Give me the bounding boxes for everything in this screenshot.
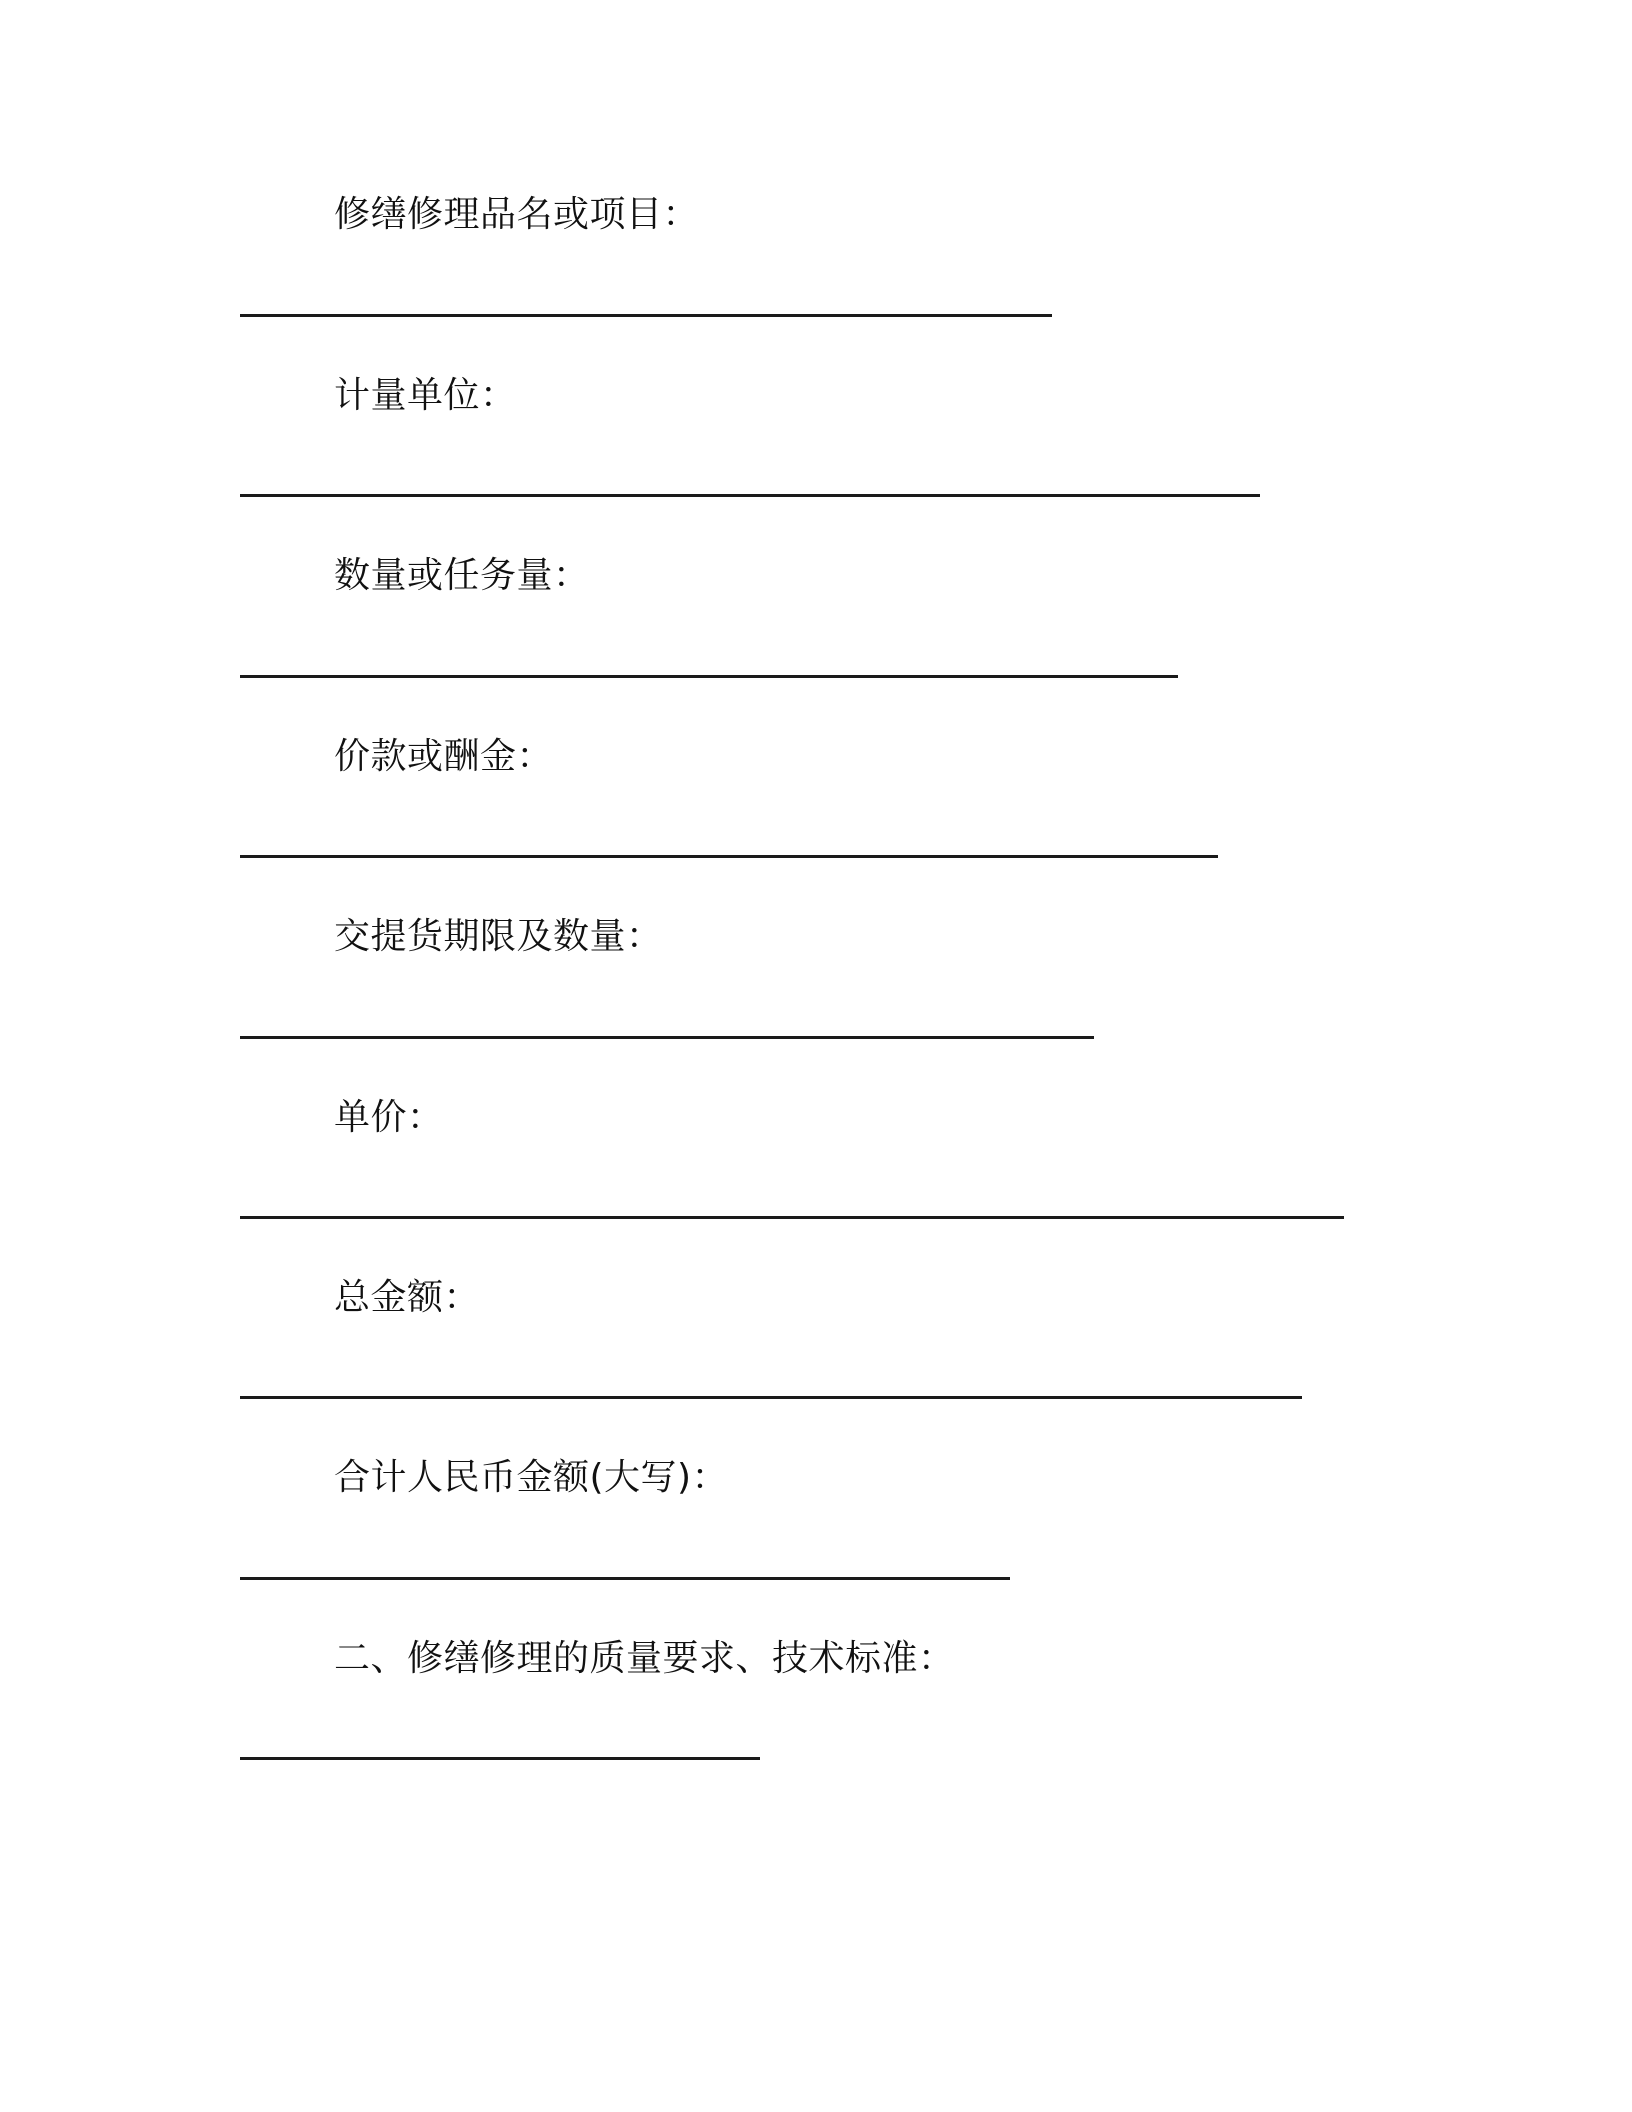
field-label-total-rmb: 合计人民币金额(大写)：: [334, 1457, 729, 1498]
blank-line-quantity[interactable]: [240, 675, 1178, 678]
blank-line-price[interactable]: [240, 855, 1218, 858]
field-label-quantity: 数量或任务量：: [334, 555, 590, 596]
blank-line-item-name[interactable]: [240, 314, 1052, 317]
blank-line-unit-price[interactable]: [240, 1216, 1344, 1219]
section-heading-quality: 二、修缮修理的质量要求、技术标准：: [334, 1638, 955, 1679]
blank-line-quality[interactable]: [240, 1757, 760, 1760]
blank-line-unit[interactable]: [240, 494, 1260, 497]
field-label-total-amount: 总金额：: [334, 1277, 481, 1318]
blank-line-total-rmb[interactable]: [240, 1577, 1010, 1580]
field-label-unit-price: 单价：: [334, 1097, 444, 1138]
field-label-delivery: 交提货期限及数量：: [334, 916, 663, 957]
field-label-unit: 计量单位：: [334, 375, 517, 416]
field-label-price: 价款或酬金：: [334, 736, 554, 777]
blank-line-delivery[interactable]: [240, 1036, 1094, 1039]
field-label-item-name: 修缮修理品名或项目：: [334, 194, 700, 235]
blank-line-total-amount[interactable]: [240, 1396, 1302, 1399]
